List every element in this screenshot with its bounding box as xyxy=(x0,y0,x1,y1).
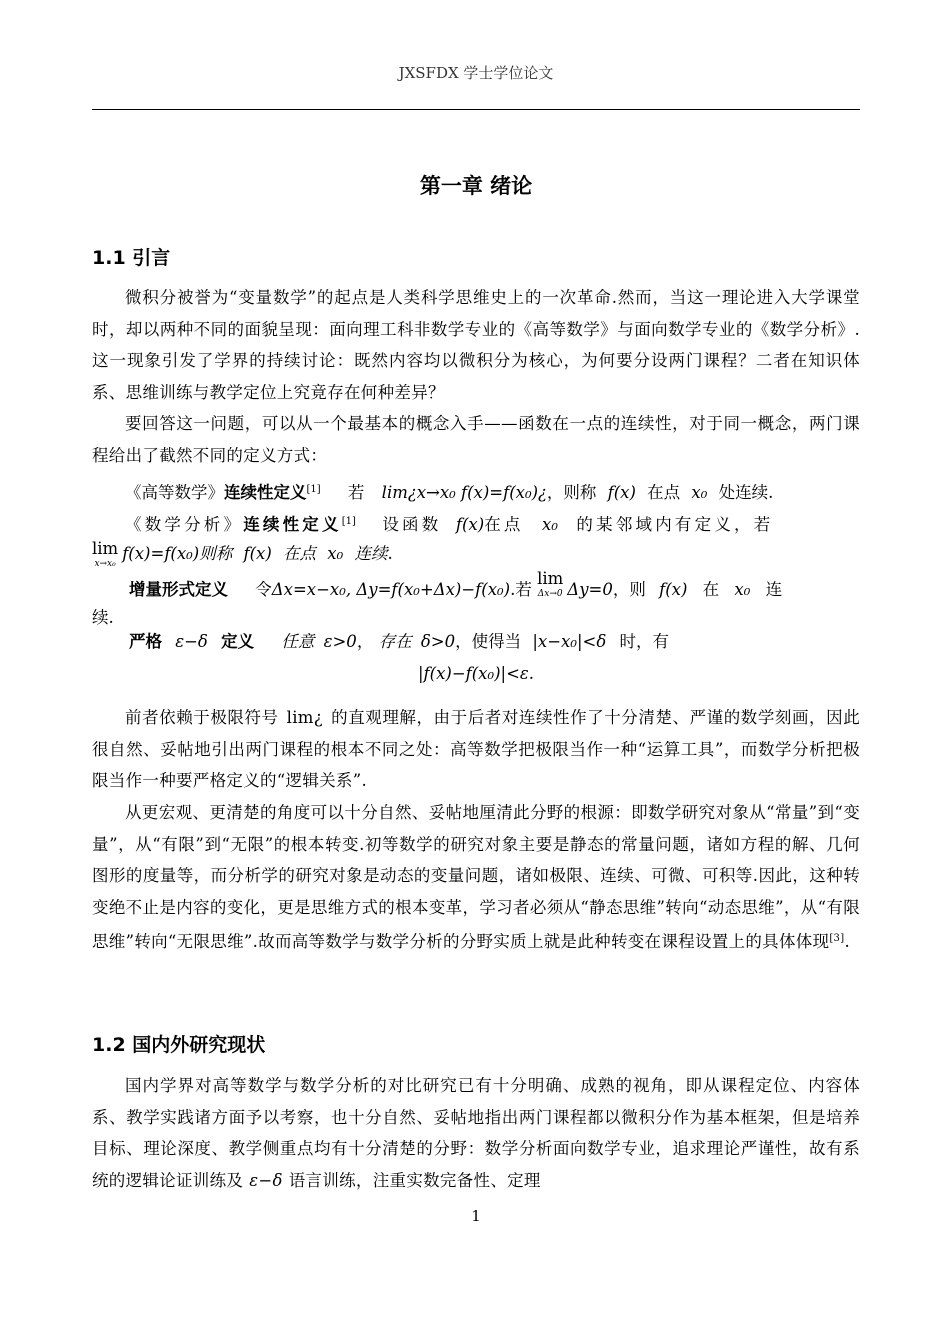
def4-cond: |x−x₀|<δ xyxy=(532,632,607,651)
intro-paragraph-3 xyxy=(92,702,860,797)
def1-formula: lim¿x→x₀ f(x)=f(x₀)¿ xyxy=(381,483,547,502)
def2-at: 在点 xyxy=(283,544,317,563)
def1-label: 连续性定义 xyxy=(224,483,307,502)
p3-lim: lim¿ xyxy=(286,708,323,727)
def2-eq: f(x)=f(x₀) xyxy=(122,544,200,563)
def3-lim-sub: Δx→0 xyxy=(537,589,563,599)
def4-ed: ε−δ xyxy=(175,632,208,651)
definition-epsilon-delta: 严格 ε−δ 定义 任意 ε>0， 存在 δ>0，使得当 |x−x₀|<δ 时，有 xyxy=(129,632,670,651)
def2-end: . xyxy=(387,544,393,563)
def2-x02: x₀ xyxy=(327,544,344,563)
intro-paragraph-2: 要回答这一问题，可以从一个最基本的概念入手——函数在一点的连续性，对于同一概念，两门课程给出了截然不同的定义方式： xyxy=(92,414,860,465)
def3-label: 增量形式定义 xyxy=(129,580,228,599)
research-paragraph-1 xyxy=(92,1070,860,1196)
p3-text-a: 前者依赖于极限符号 xyxy=(125,708,279,727)
def2-text2: 在点 xyxy=(484,515,524,534)
def4-label1: 严格 xyxy=(129,632,162,651)
def2-citation: [1] xyxy=(341,516,356,527)
intro-paragraph-4 xyxy=(92,797,860,958)
s2-text-b: 语言训练，注重实数完备性、定理 xyxy=(288,1170,541,1190)
def1-x0: x₀ xyxy=(691,483,708,502)
def4-text: ，使得当 xyxy=(455,632,522,651)
def2-text: 设函数 xyxy=(382,515,442,534)
p4-text: 从更宏观、更清楚的角度可以十分自然、妥帖地厘清此分野的根源：即数学研究对象从“常量”到“变量”，从“有限”到“无限”的根本转变.初等数学的研究对象主要是静态的常量问题，诸如方程的解、几何图形的度量等，而分析学的研究对象是动态的变量问题，诸如极限、连续、可微、可积等.因此，这种转变绝不止是内容的变化，更是思维方式的根本变革，学习者必须从“静态思维”转向“动态思维”，从“有限思维”转向“无限思维”.故而高等数学与数学分析的分野实质上就是此种转变在课程设置上的具体体现 xyxy=(92,803,860,951)
definition-increment xyxy=(92,569,860,600)
def1-at: 在点 xyxy=(647,483,681,502)
chapter-title: 第一章 绪论 xyxy=(419,174,533,198)
p4-end: . xyxy=(844,932,850,951)
def4-when: 时，有 xyxy=(619,632,670,651)
def2-fx: f(x) xyxy=(455,515,485,534)
s2-text-a: 国内学界对高等数学与数学分析的对比研究已有十分明确、成熟的视角，即从课程定位、内容体系、教学实践诸方面予以考察，也十分自然、妥帖地指出两门课程都以微积分作为基本框架，但是培养目标、理论深度、教学侧重点均有十分清楚的分野：数学分析面向数学专业，追求理论严谨性，故有系统的逻辑论证训练及 xyxy=(92,1076,860,1190)
def2-prefix: 《数学分析》 xyxy=(125,515,244,534)
section-title-intro: 1.1 引言 xyxy=(92,247,171,269)
def1-citation: [1] xyxy=(306,484,321,495)
definition-epsilon-delta-ineq xyxy=(92,664,860,683)
intro-paragraph-1: 微积分被誉为“变量数学”的起点是人类科学思维史上的一次革命.然而，当这一理论进入大学课堂时，却以两种不同的面貌呈现：面向理工科非数学专业的《高等数学》与面向数学专业的《数学分析》.这一现象引发了学界的持续讨论：既然内容均以微积分为核心，为何要分设两门课程？二者在知识体系、思维训练与教学定位上究竟存在何种差异？ xyxy=(92,288,860,402)
def3-formula: Δx=x−x₀, Δy=f(x₀+Δx)−f(x₀) xyxy=(271,580,511,599)
s2-ed: ε−δ xyxy=(249,1170,283,1190)
def3-cont: 连 xyxy=(765,580,783,599)
page-number: 1 xyxy=(471,1207,481,1225)
definition-analysis-cont xyxy=(92,540,860,570)
def1-if: 若 xyxy=(347,483,365,502)
def3-x0: x₀ xyxy=(734,580,751,599)
def1-prefix: 《高等数学》 xyxy=(125,483,224,502)
def2-text3: 的某邻域内有定义，若 xyxy=(576,515,774,534)
def3-ling: 令 xyxy=(255,580,272,599)
def4-ineq: |f(x)−f(x₀)|<ε. xyxy=(417,664,535,683)
def3-cont2: 续. xyxy=(92,608,114,627)
def2-fx2: f(x) xyxy=(243,544,272,563)
section-title-research: 1.2 国内外研究现状 xyxy=(92,1034,266,1056)
def3-fx: f(x) xyxy=(659,580,688,599)
def2-x0: x₀ xyxy=(542,515,558,534)
def2-label: 连续性定义 xyxy=(243,515,342,534)
definition-increment-cont xyxy=(92,604,860,628)
definition-analysis xyxy=(92,511,860,535)
header-rule xyxy=(92,109,860,110)
def4-del: δ>0 xyxy=(420,632,456,651)
def3-then: ，则 xyxy=(612,580,646,599)
def4-label2: 定义 xyxy=(221,632,255,651)
p3-text-b: 的直观理解，由于后者对连续性作了十分清楚、严谨的数学刻画，因此很自然、妥帖地引出两门课程的根本不同之处：高等数学把极限当作一种“运算工具”，而数学分析把极限当作一种要严格定义的“逻辑关系”. xyxy=(92,708,860,790)
def3-lim: lim xyxy=(537,569,564,588)
def4-any: 任意 xyxy=(281,632,315,651)
def3-at: 在 xyxy=(702,580,720,599)
def1-fx: f(x) xyxy=(607,483,636,502)
def4-exist: 存在 xyxy=(378,632,412,651)
def2-lim: lim xyxy=(92,539,119,558)
p4-citation: [3] xyxy=(829,933,845,944)
def3-dy: Δy=0 xyxy=(567,580,613,599)
def4-eps: ε>0 xyxy=(323,632,357,651)
def2-lim-sub: x→x₀ xyxy=(94,559,116,569)
running-header: JXSFDX 学士学位论文 xyxy=(398,64,554,82)
def2-then: 则称 xyxy=(199,544,233,563)
def3-if: .若 xyxy=(510,580,532,599)
def1-then: ，则称 xyxy=(546,483,597,502)
def1-end: 处连续. xyxy=(718,483,774,502)
def2-cont: 连续 xyxy=(354,544,388,563)
definition-advanced-math xyxy=(92,479,860,503)
